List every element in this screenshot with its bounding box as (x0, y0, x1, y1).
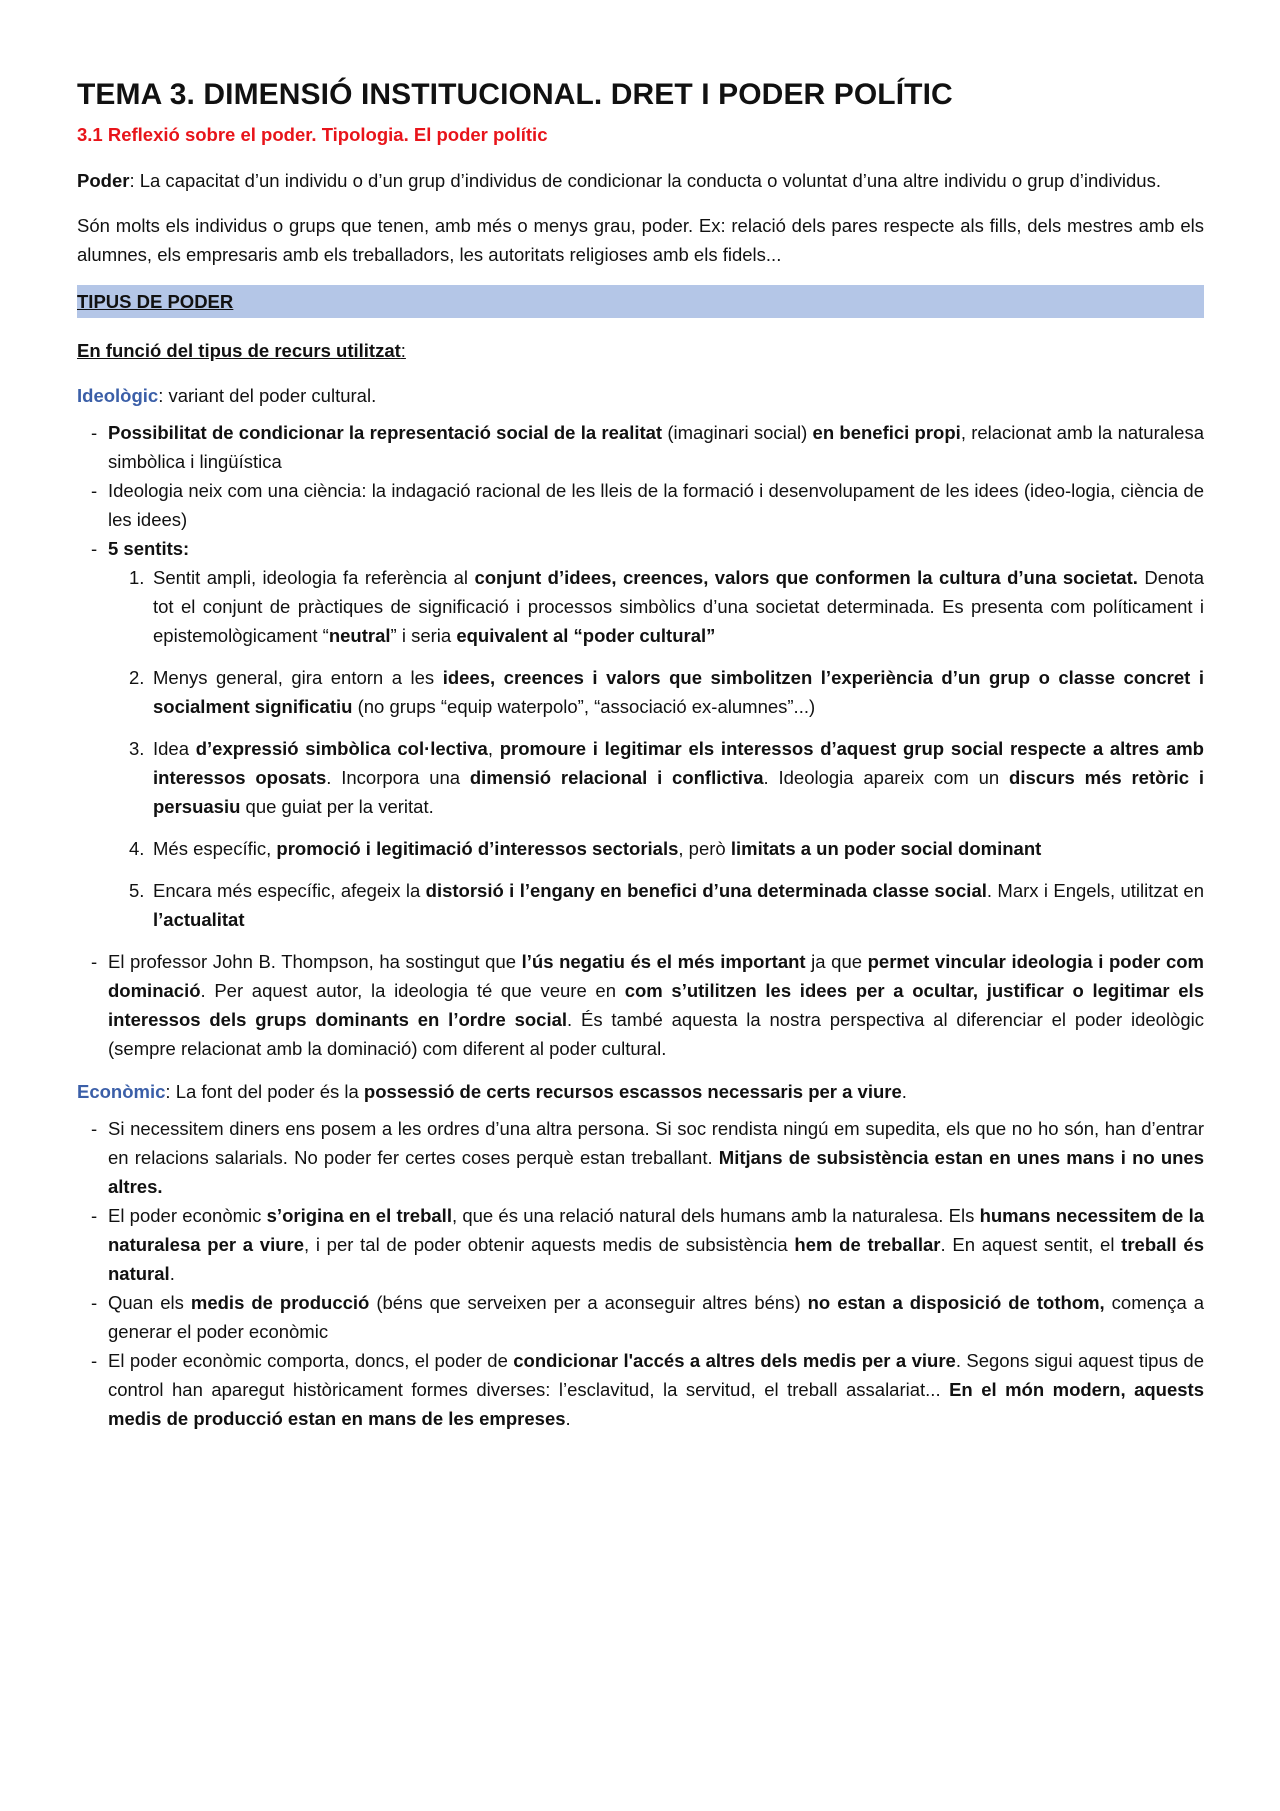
list-item: - Quan els medis de producció (béns que serveixen per a aconseguir altres béns) no estan a disposició de tothom, comença a generar el poder econòmic (77, 1288, 1204, 1346)
economic-list (77, 1114, 1204, 1433)
list-item: - El professor John B. Thompson, ha sostingut que l’ús negatiu és el més important ja que permet vincular ideologia i poder com dominació. Per aquest autor, la ideologia té que veure en com s’utilitzen les idees per a ocultar, justificar o legitimar els interessos dels grups dominants en l’ordre social. És també aquesta la nostra perspectiva al diferenciar el poder ideològic (sempre relacionat amb la dominació) com diferent al poder cultural. (77, 947, 1204, 1063)
ideologic-term: Ideològic (77, 385, 159, 406)
list-item: - Si necessitem diners ens posem a les ordres d’una altra persona. Si soc rendista ningú em supedita, els que no ho són, han d’entrar en relacions salarials. No poder fer certes coses perquè estan treballant. Mitjans de subsistència estan en unes mans i no unes altres. (77, 1114, 1204, 1201)
ideologic-list (77, 418, 1204, 1063)
economic-term: Econòmic (77, 1081, 166, 1102)
intro-paragraph: Són molts els individus o grups que tenen, amb més o menys grau, poder. Ex: relació dels pares respecte als fills, dels mestres amb els alumnes, els empresaris amb els treballadors, les autoritats religioses amb els fidels... (77, 215, 1204, 265)
sentit-item: 1. Sentit ampli, ideologia fa referència al conjunt d’idees, creences, valors que conformen la cultura d’una societat. Denota tot el conjunt de pràctiques de significació i processos simbòlics d’una societat determinada. Es presenta com políticament i epistemològicament “neutral” i seria equivalent al “poder cultural” (129, 567, 1204, 646)
poder-term: Poder (77, 170, 130, 191)
ideologic-intro: Ideològic: variant del poder cultural. (77, 385, 377, 406)
section-subtitle: 3.1 Reflexió sobre el poder. Tipologia. El poder polític (77, 124, 548, 145)
poder-definition: Poder: La capacitat d’un individu o d’un grup d’individus de condicionar la conducta o voluntat d’una altre individu o grup d’individus. (77, 170, 1161, 191)
economic-intro: Econòmic: La font del poder és la possessió de certs recursos escassos necessaris per a viure. (77, 1081, 907, 1102)
page-title: TEMA 3. DIMENSIÓ INSTITUCIONAL. DRET I PODER POLÍTIC (77, 78, 953, 111)
sentit-item: 4. Més específic, promoció i legitimació d’interessos sectorials, però limitats a un poder social dominant (129, 838, 1042, 859)
list-item: - El poder econòmic s’origina en el treball, que és una relació natural dels humans amb la naturalesa. Els humans necessitem de la naturalesa per a viure, i per tal de poder obtenir aquests medis de subsistència hem de treballar. En aquest sentit, el treball és natural. (77, 1201, 1204, 1288)
section-heading: TIPUS DE PODER (77, 291, 234, 312)
list-item: - Ideologia neix com una ciència: la indagació racional de les lleis de la formació i desenvolupament de les idees (ideo-logia, ciència de les idees) (77, 476, 1204, 534)
list-item: - Possibilitat de condicionar la representació social de la realitat (imaginari social) en benefici propi, relacionat amb la naturalesa simbòlica i lingüística (77, 418, 1204, 476)
list-item: - 5 sentits: 1. Sentit ampli, ideologia fa referència al conjunt d’idees, creences, valors que conformen la cultura d’una societat. Denota tot el conjunt de pràctiques de significació i processos simbòlics d’una societat determinada. Es presenta com políticament i epistemològicament “neutral” i seria equivalent al “poder cultural” 2. Menys general, gira entorn a les idees, creences i valors que simbolitzen l’experiència d’un grup o classe concret i socialment significatiu (no grups “equip waterpolo”, “associació ex-alumnes”...) 3. Idea d’expressió simbòlica col·lectiva, promoure i legitimar els interessos d’aquest grup social respecte a altres amb interessos oposats. Incorpora una dimensió relacional i conflictiva. Ideologia apareix com un discurs més retòric i persuasiu que guiat per la veritat. 4. Més específic, promoció i legitimació d’interessos sectorials, però limitats a un poder social dominant 5. Encara més específic, afegeix la distorsió i l’engany en benefici d’una determinada classe social. Marx i Engels, utilitzat en l’actualitat (77, 534, 1204, 934)
sentit-item: 2. Menys general, gira entorn a les idees, creences i valors que simbolitzen l’experiència d’un grup o classe concret i socialment significatiu (no grups “equip waterpolo”, “associació ex-alumnes”...) (129, 667, 1204, 717)
sentit-item: 5. Encara més específic, afegeix la distorsió i l’engany en benefici d’una determinada classe social. Marx i Engels, utilitzat en l’actualitat (129, 880, 1205, 930)
subheading: En funció del tipus de recurs utilitzat: (77, 340, 406, 361)
sentits-list (77, 563, 1204, 934)
sentit-item: 3. Idea d’expressió simbòlica col·lectiva, promoure i legitimar els interessos d’aquest grup social respecte a altres amb interessos oposats. Incorpora una dimensió relacional i conflictiva. Ideologia apareix com un discurs més retòric i persuasiu que guiat per la veritat. (129, 738, 1204, 817)
section-heading-bar (77, 285, 1204, 318)
list-item: - El poder econòmic comporta, doncs, el poder de condicionar l'accés a altres dels medis per a viure. Segons sigui aquest tipus de control han aparegut històricament formes diverses: l’esclavitud, la servitud, el treball assalariat... En el món modern, aquests medis de producció estan en mans de les empreses. (77, 1346, 1204, 1433)
